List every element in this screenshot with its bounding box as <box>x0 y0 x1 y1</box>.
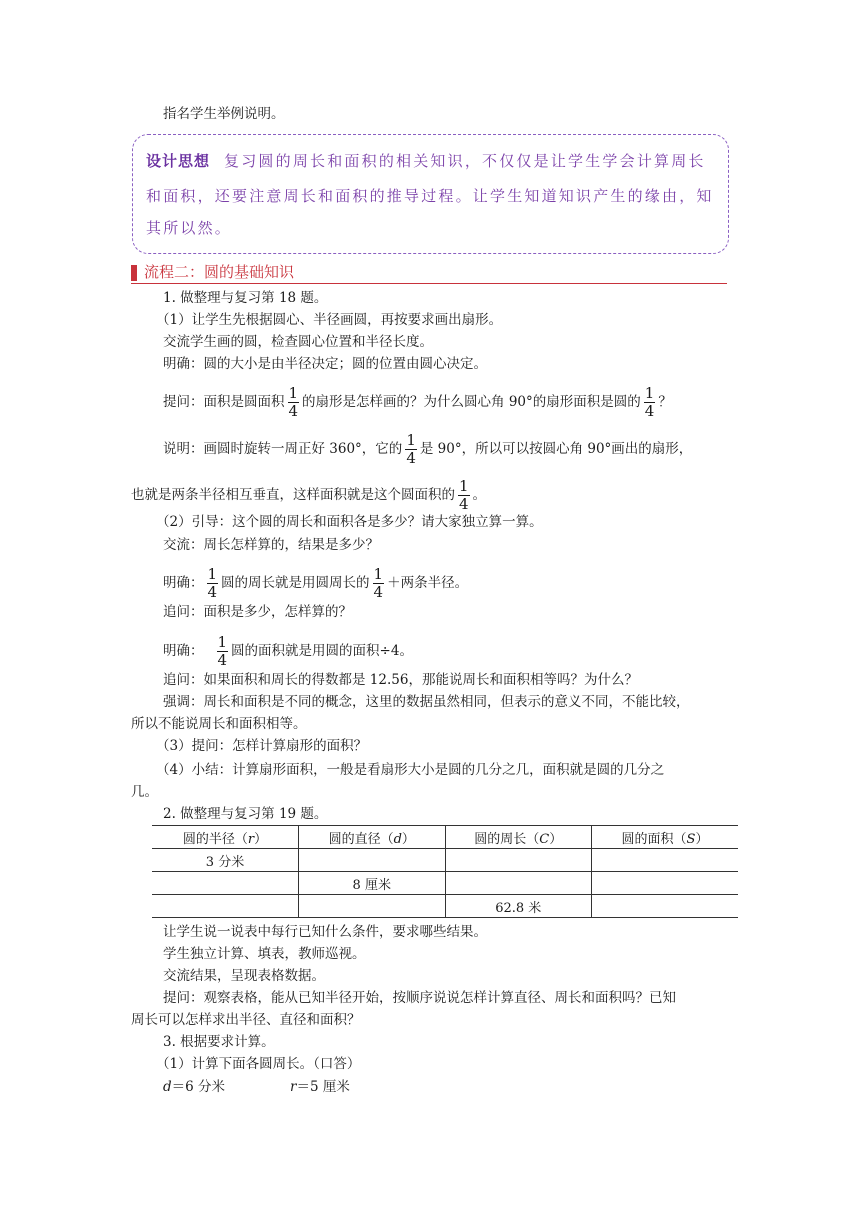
table-cell: 62.8 米 <box>445 895 592 918</box>
section-title: 流程二：圆的基础知识 <box>144 263 295 281</box>
table-cell <box>299 849 446 872</box>
table-row <box>152 895 738 918</box>
fraction-quarter: $\frac{1}{4}$ <box>288 384 299 420</box>
para-l20: 让学生说一说表中每行已知什么条件，要求哪些结果。 <box>163 924 487 940</box>
table-cell <box>592 895 739 918</box>
para-l15: 所以不能说周长和面积相等。 <box>131 716 307 732</box>
para-l17: （4）小结：计算扇形面积，一般是看扇形大小是圆的几分之几，面积就是圆的几分之 <box>156 762 665 778</box>
para-l19: 2. 做整理与复习第 19 题。 <box>163 806 328 822</box>
table-row <box>152 872 738 895</box>
table-header-cell: 圆的直径（d） <box>299 826 446 849</box>
oral-item-1: d＝6 分米 <box>163 1079 226 1095</box>
design-line-2: 和面积，还要注意周长和面积的推导过程。让学生知道知识产生的缘由，知 <box>146 187 714 205</box>
para-l22: 交流结果，呈现表格数据。 <box>163 968 325 984</box>
para-l7: 也就是两条半径相互垂直，这样面积就是这个圆面积的 $\frac{1}{4}$ 。 <box>131 477 487 513</box>
design-line-1: 设计思想 复习圆的周长和面积的相关知识，不仅仅是让学生学会计算周长 <box>146 152 706 170</box>
design-line-3: 其所以然。 <box>146 219 233 237</box>
para-l9: 交流：周长怎样算的，结果是多少？ <box>163 537 379 553</box>
para-l14: 强调：周长和面积是不同的概念，这里的数据虽然相同，但表示的意义不同，不能比较， <box>163 694 690 710</box>
table-header-cell: 圆的半径（r） <box>152 826 299 849</box>
section-marker <box>131 265 137 281</box>
para-l11: 追问：面积是多少，怎样算的？ <box>163 604 352 620</box>
table-header-row <box>152 826 738 849</box>
table-cell <box>445 849 592 872</box>
design-title: 设计思想 <box>146 152 211 170</box>
para-l8: （2）引导：这个圆的周长和面积各是多少？请大家独立算一算。 <box>156 514 543 530</box>
fraction-quarter: $\frac{1}{4}$ <box>406 431 416 467</box>
para-l3: 交流学生画的圆，检查圆心位置和半径长度。 <box>163 334 433 350</box>
para-l10: 明确： $\frac{1}{4}$ 圆的周长就是用圆周长的 $\frac{1}{4}$ ＋两条半径。 <box>163 565 469 601</box>
table-row <box>152 849 738 872</box>
table-cell <box>592 849 739 872</box>
table-cell <box>592 872 739 895</box>
fraction-quarter: $\frac{1}{4}$ <box>459 477 469 513</box>
fraction-quarter: $\frac{1}{4}$ <box>373 565 384 601</box>
para-l23: 提问：观察表格，能从已知半径开始，按顺序说说怎样计算直径、周长和面积吗？已知 <box>163 990 676 1006</box>
table-cell <box>445 872 592 895</box>
para-l21: 学生独立计算、填表，教师巡视。 <box>163 946 366 962</box>
para-l25: 3. 根据要求计算。 <box>163 1034 275 1050</box>
para-l16: （3）提问：怎样计算扇形的面积？ <box>156 738 368 754</box>
para-l12: 明确： $\frac{1}{4}$ 圆的面积就是用圆的面积÷4。 <box>163 633 413 669</box>
section-underline <box>131 283 727 284</box>
para-l1: 1. 做整理与复习第 18 题。 <box>163 290 328 306</box>
para-l13: 追问：如果面积和周长的得数都是 12.56，那能说周长和面积相等吗？为什么？ <box>163 672 638 688</box>
para-l24: 周长可以怎样求出半径、直径和面积？ <box>131 1012 361 1028</box>
para-l4: 明确：圆的大小是由半径决定；圆的位置由圆心决定。 <box>163 356 487 372</box>
oral-item-2: r＝5 厘米 <box>290 1079 350 1095</box>
table-cell <box>299 895 446 918</box>
intro-line: 指名学生举例说明。 <box>163 106 285 122</box>
fraction-quarter: $\frac{1}{4}$ <box>207 565 218 601</box>
para-l5: 提问：面积是圆面积 $\frac{1}{4}$ 的扇形是怎样画的？为什么圆心角 90°的扇形面积是圆的 $\frac{1}{4}$ ？ <box>163 384 672 420</box>
table-cell: 8 厘米 <box>299 872 446 895</box>
table-header-cell: 圆的周长（C） <box>445 826 592 849</box>
table-cell <box>152 872 299 895</box>
para-l26: （1）计算下面各圆周长。（口答） <box>156 1056 361 1072</box>
table-header-cell: 圆的面积（S） <box>592 826 739 849</box>
para-l18: 几。 <box>131 784 158 800</box>
table-cell <box>152 895 299 918</box>
fraction-quarter: $\frac{1}{4}$ <box>644 384 655 420</box>
para-l2: （1）让学生先根据圆心、半径画圆，再按要求画出扇形。 <box>156 312 503 328</box>
circle-data-table <box>152 825 738 918</box>
para-l6: 说明：画圆时旋转一周正好 360°，它的 $\frac{1}{4}$ 是 90°，所以可以按圆心角 90°画出的扇形， <box>163 431 693 467</box>
table-cell: 3 分米 <box>152 849 299 872</box>
fraction-quarter: $\frac{1}{4}$ <box>217 633 228 669</box>
